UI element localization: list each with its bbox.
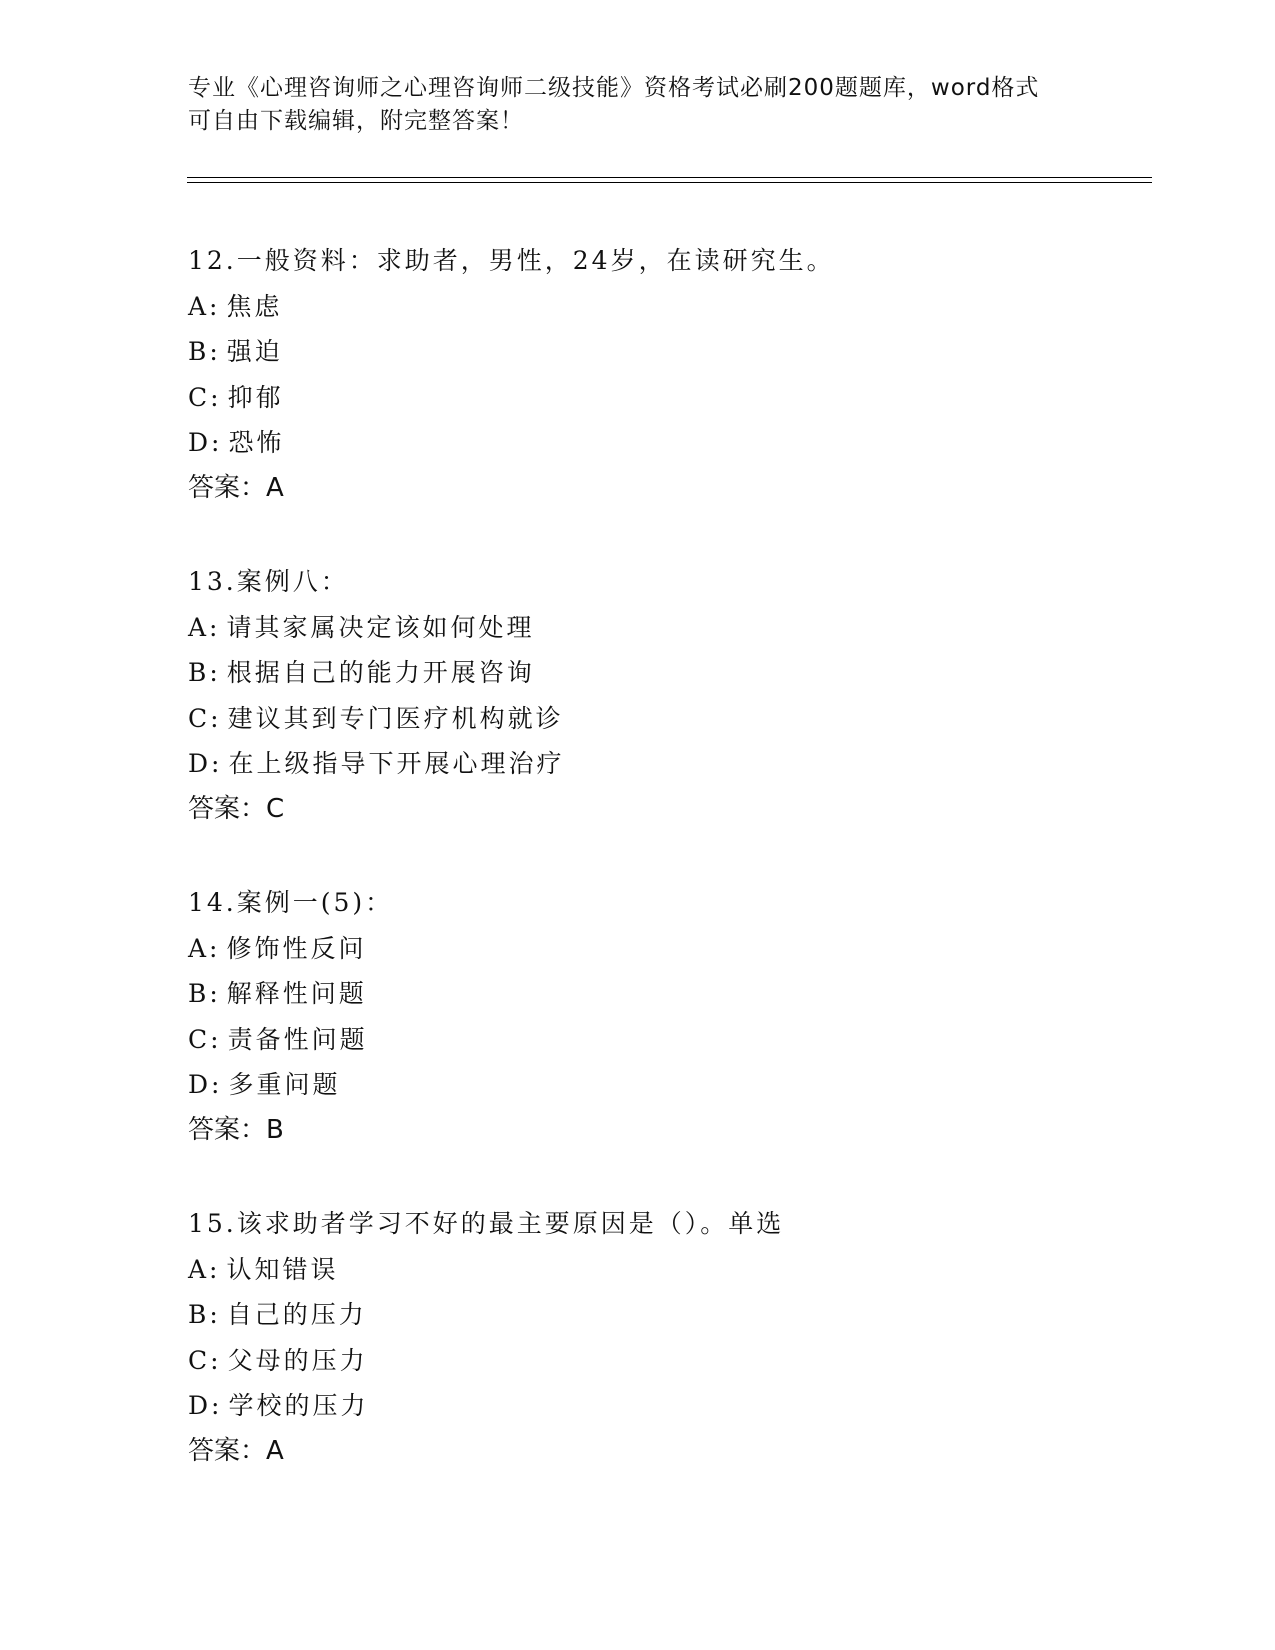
answer-line: 答案：A bbox=[188, 472, 284, 503]
option-text: 强迫 bbox=[226, 337, 283, 366]
option-text: 请其家属决定该如何处理 bbox=[226, 612, 535, 642]
answer-line: 答案：A bbox=[188, 1435, 284, 1466]
option-b bbox=[188, 971, 1148, 1017]
option-text: 建议其到专门医疗机构就诊 bbox=[227, 703, 564, 733]
option-text: 在上级指导下开展心理治疗 bbox=[228, 749, 565, 778]
question-stem: 13.案例八： bbox=[188, 567, 349, 596]
header-divider-top bbox=[187, 177, 1152, 178]
option-text: 恐怖 bbox=[228, 428, 285, 457]
option-c bbox=[188, 1017, 1148, 1063]
question-15 bbox=[188, 1201, 1148, 1474]
option-a bbox=[188, 926, 1148, 972]
option-letter: A: bbox=[188, 1254, 221, 1284]
option-letter: C: bbox=[188, 703, 222, 733]
header-line-2: 可自由下载编辑，附完整答案！ bbox=[188, 108, 524, 134]
option-d bbox=[188, 741, 1148, 787]
question-14 bbox=[188, 880, 1148, 1153]
answer-line: 答案：B bbox=[188, 1114, 284, 1145]
option-text: 解释性问题 bbox=[226, 979, 367, 1008]
option-text: 根据自己的能力开展咨询 bbox=[226, 658, 535, 687]
option-letter: A: bbox=[188, 933, 221, 963]
option-letter: A: bbox=[188, 612, 221, 642]
option-b bbox=[188, 329, 1148, 375]
option-letter: C: bbox=[188, 382, 222, 412]
option-c bbox=[188, 696, 1148, 742]
question-stem: 12.一般资料：求助者，男性，24岁，在读研究生。 bbox=[188, 246, 835, 275]
option-d bbox=[188, 420, 1148, 466]
option-a bbox=[188, 284, 1148, 330]
option-text: 父母的压力 bbox=[227, 1345, 368, 1375]
answer-line: 答案：C bbox=[188, 793, 285, 824]
option-text: 责备性问题 bbox=[227, 1024, 368, 1054]
option-letter: D: bbox=[188, 1391, 223, 1420]
option-letter: B: bbox=[188, 979, 221, 1008]
header-line-1: 专业《心理咨询师之心理咨询师二级技能》资格考试必刷200题题库，word格式 bbox=[188, 75, 1040, 101]
option-text: 自己的压力 bbox=[226, 1300, 367, 1329]
option-text: 焦虑 bbox=[226, 291, 283, 321]
question-list bbox=[188, 238, 1148, 1522]
option-d bbox=[188, 1062, 1148, 1108]
option-letter: D: bbox=[188, 749, 223, 778]
question-12 bbox=[188, 238, 1148, 511]
option-letter: C: bbox=[188, 1024, 222, 1054]
question-stem: 15.该求助者学习不好的最主要原因是（）。单选 bbox=[188, 1209, 785, 1238]
option-letter: A: bbox=[188, 291, 221, 321]
option-c bbox=[188, 1338, 1148, 1384]
option-a bbox=[188, 605, 1148, 651]
option-b bbox=[188, 650, 1148, 696]
option-letter: B: bbox=[188, 337, 221, 366]
option-letter: B: bbox=[188, 658, 221, 687]
option-letter: D: bbox=[188, 1070, 223, 1099]
option-c bbox=[188, 375, 1148, 421]
option-letter: B: bbox=[188, 1300, 221, 1329]
option-d bbox=[188, 1383, 1148, 1429]
option-text: 认知错误 bbox=[226, 1254, 339, 1284]
option-text: 学校的压力 bbox=[228, 1391, 369, 1420]
option-b bbox=[188, 1292, 1148, 1338]
option-letter: D: bbox=[188, 428, 223, 457]
question-stem: 14.案例一(5)： bbox=[188, 888, 394, 917]
option-text: 修饰性反问 bbox=[226, 933, 367, 963]
header-divider-bottom bbox=[187, 182, 1152, 183]
option-letter: C: bbox=[188, 1345, 222, 1375]
option-text: 抑郁 bbox=[227, 382, 284, 412]
question-13 bbox=[188, 559, 1148, 832]
option-text: 多重问题 bbox=[228, 1070, 341, 1099]
option-a bbox=[188, 1247, 1148, 1293]
document-header bbox=[188, 72, 1088, 138]
